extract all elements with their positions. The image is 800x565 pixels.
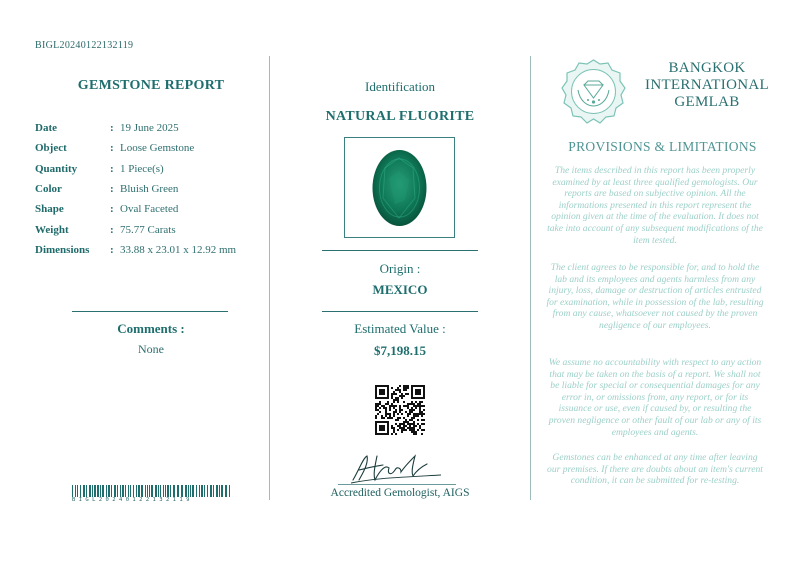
spec-colon: : bbox=[110, 162, 114, 175]
spec-label: Dimensions bbox=[35, 243, 90, 256]
spec-colon: : bbox=[110, 183, 114, 196]
spec-colon: : bbox=[110, 243, 114, 256]
origin-label: Origin : bbox=[379, 261, 421, 276]
spec-colon: : bbox=[110, 122, 114, 135]
origin-value: MEXICO bbox=[372, 282, 428, 297]
lab-name-line: INTERNATIONAL bbox=[645, 77, 769, 93]
spec-row-quantity bbox=[35, 159, 236, 179]
provisions-paragraph: The items described in this report has been properly examined by at least three qualified gemologists. Our reports are based on subjective opinion. All the informations presented in this report represent the opinion given at the time of the evaluation. It does not take into account of any subsequent modifications of the item tested. bbox=[547, 165, 763, 246]
gem-species: NATURAL FLUORITE bbox=[325, 109, 475, 124]
spec-label: Shape bbox=[35, 203, 64, 216]
report-title: GEMSTONE REPORT bbox=[77, 78, 225, 93]
barcode-caption: BIGL20240122132119 bbox=[72, 497, 193, 503]
estimated-value-label: Estimated Value : bbox=[354, 321, 446, 336]
comments-value: None bbox=[138, 342, 164, 356]
spec-value: 1 Piece(s) bbox=[120, 162, 164, 175]
spec-value: 75.77 Carats bbox=[120, 223, 176, 236]
spec-value: 19 June 2025 bbox=[120, 122, 179, 135]
spec-row-object bbox=[35, 138, 236, 158]
spec-label: Weight bbox=[35, 223, 69, 236]
spec-row-color bbox=[35, 179, 236, 199]
signature-line bbox=[338, 484, 456, 485]
gemlab-logo-icon bbox=[560, 58, 627, 125]
provisions-paragraph: The client agrees to be responsible for, and to hold the lab and its employees and agents harmless from any injury, loss, damage or destruction of articles entrusted for examination, while in possession of the lab, resulting from any cause, whatsoever not caused by the proven negligence of our employees. bbox=[546, 262, 764, 331]
spec-list bbox=[35, 118, 236, 260]
spec-value: Bluish Green bbox=[120, 183, 179, 196]
gem-photo-frame bbox=[344, 137, 455, 238]
spec-label: Date bbox=[35, 122, 57, 135]
divider-origin bbox=[322, 250, 478, 251]
column-divider-right bbox=[530, 56, 531, 500]
spec-label: Color bbox=[35, 183, 62, 196]
spec-label: Quantity bbox=[35, 162, 78, 175]
spec-value: Loose Gemstone bbox=[120, 142, 195, 155]
lab-name-line: GEMLAB bbox=[674, 94, 740, 110]
spec-row-dimensions bbox=[35, 240, 236, 260]
divider-comments bbox=[72, 311, 228, 312]
spec-row-weight bbox=[35, 219, 236, 239]
spec-row-shape bbox=[35, 199, 236, 219]
accreditation: Accredited Gemologist, AIGS bbox=[330, 487, 470, 499]
lab-name bbox=[637, 60, 777, 111]
spec-row-date bbox=[35, 118, 236, 138]
spec-colon: : bbox=[110, 203, 114, 216]
spec-colon: : bbox=[110, 142, 114, 155]
provisions-paragraph: Gemstones can be enhanced at any time after leaving our premises. If there are doubts about an item's current condition, it can be submitted for re-testing. bbox=[547, 452, 763, 487]
report-number: BIGL20240122132119 bbox=[35, 40, 134, 51]
spec-label: Object bbox=[35, 142, 67, 155]
gem-photo bbox=[345, 138, 454, 237]
divider-value bbox=[322, 311, 478, 312]
spec-colon: : bbox=[110, 223, 114, 236]
estimated-value: $7,198.15 bbox=[374, 343, 426, 358]
provisions-paragraph: We assume no accountability with respect to any action that may be taken on the basis of a report. We shall not be liable for special or consequential damages for any error in, or omissions from, any report, or for its issuance or use, even if caused by, or resulting the proven negligence or other fault of our lab or any of its employees and agents. bbox=[548, 357, 762, 438]
spec-value: Oval Faceted bbox=[120, 203, 179, 216]
signature-icon bbox=[345, 450, 445, 486]
comments-label: Comments : bbox=[117, 321, 185, 336]
provisions-title: PROVISIONS & LIMITATIONS bbox=[568, 139, 757, 154]
spec-value: 33.88 x 23.01 x 12.92 mm bbox=[120, 243, 237, 256]
identification-label: Identification bbox=[364, 79, 436, 94]
barcode-icon bbox=[72, 485, 232, 497]
qr-code-icon bbox=[375, 385, 425, 435]
lab-name-line: BANGKOK bbox=[668, 60, 746, 76]
